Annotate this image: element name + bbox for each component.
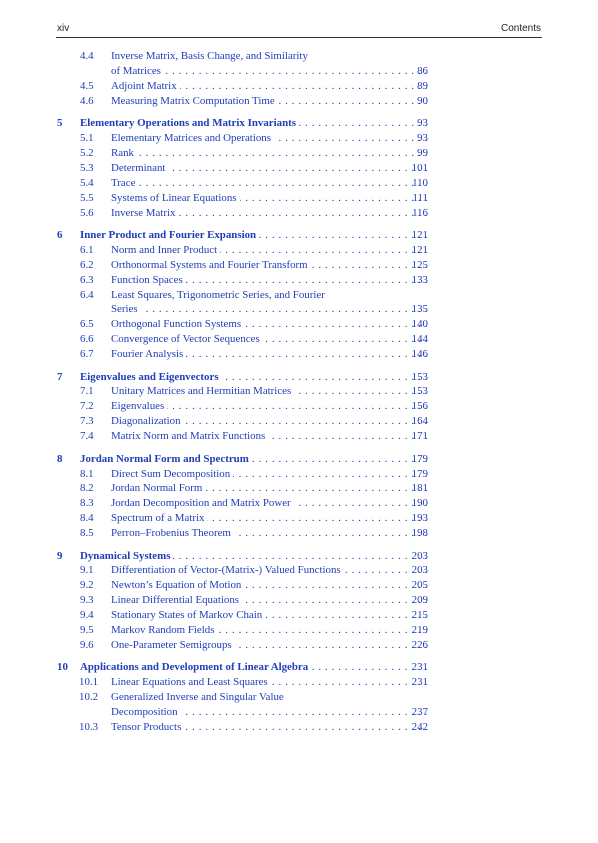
toc-entry-page: 89 xyxy=(417,79,428,92)
toc-entry-title: Dynamical Systems xyxy=(80,550,173,562)
toc-entry-number: 8.1 xyxy=(80,467,94,480)
toc-entry-number: 4.4 xyxy=(80,50,94,62)
toc-section-entry[interactable] xyxy=(0,176,598,191)
toc-entry-number: 8.4 xyxy=(80,512,94,525)
toc-section-entry[interactable] xyxy=(0,258,598,273)
toc-entry-number: 8 xyxy=(57,452,63,465)
toc-section-entry[interactable] xyxy=(0,399,598,414)
toc-entry-number: 9.3 xyxy=(80,594,94,607)
toc-entry-title: Jordan Decomposition and Matrix Power xyxy=(111,497,294,509)
toc-section-entry[interactable] xyxy=(0,496,598,511)
toc-entry-page: 198 xyxy=(411,527,428,540)
toc-entry-title: Fourier Analysis xyxy=(111,348,186,360)
toc-entry-title: Least Squares, Trigonometric Series, and Fourier xyxy=(111,289,328,301)
toc-entry-page: 209 xyxy=(411,594,428,607)
toc-entry-number: 5.1 xyxy=(80,132,94,145)
toc-entry-title: Generalized Inverse and Singular Value xyxy=(111,691,287,703)
toc-entry-page: 125 xyxy=(411,258,428,271)
toc-chapter-entry[interactable] xyxy=(0,370,598,385)
toc-entry-number: 6.6 xyxy=(80,333,94,346)
toc-entry-number: 6.1 xyxy=(80,243,94,256)
toc-section-entry[interactable] xyxy=(0,332,598,347)
toc-entry-number: 6 xyxy=(57,228,63,241)
toc-entry-page: 116 xyxy=(412,206,428,219)
toc-chapter-entry[interactable] xyxy=(0,228,598,243)
toc-section-entry[interactable] xyxy=(0,608,598,623)
toc-entry-number: 5.6 xyxy=(80,206,94,219)
toc-entry-title: Linear Equations and Least Squares xyxy=(111,676,271,688)
toc-section-entry[interactable] xyxy=(0,690,598,720)
toc-entry-title: of Matrices xyxy=(111,65,164,77)
toc-entry-page: 110 xyxy=(412,176,428,189)
toc-entry-page: 133 xyxy=(411,273,428,286)
toc-entry-page: 121 xyxy=(411,243,428,256)
toc-entry-title: One-Parameter Semigroups xyxy=(111,639,235,651)
toc-entry-title: Elementary Matrices and Operations xyxy=(111,132,274,144)
toc-entry-title: Spectrum of a Matrix xyxy=(111,512,207,524)
toc-entry-number: 9.6 xyxy=(80,638,94,651)
toc-entry-title: Function Spaces xyxy=(111,274,186,286)
toc-entry-title: Orthonormal Systems and Fourier Transform xyxy=(111,259,311,271)
toc-entry-title: Determinant xyxy=(111,162,168,174)
toc-section-entry[interactable] xyxy=(0,243,598,258)
toc-section-entry[interactable] xyxy=(0,481,598,496)
toc-chapter-entry[interactable] xyxy=(0,452,598,467)
toc-entry-page: 190 xyxy=(411,497,428,510)
toc-entry-title: Unitary Matrices and Hermitian Matrices xyxy=(111,385,294,397)
toc-entry-page: 231 xyxy=(411,661,428,674)
toc-section-entry[interactable] xyxy=(0,206,598,221)
toc-section-entry[interactable] xyxy=(0,511,598,526)
toc-entry-title: Inner Product and Fourier Expansion xyxy=(80,229,259,241)
toc-entry-number: 10 xyxy=(57,661,68,674)
toc-entry-number: 6.5 xyxy=(80,318,94,331)
toc-chapter-entry[interactable] xyxy=(0,660,598,675)
toc-entry-title: Matrix Norm and Matrix Functions xyxy=(111,430,268,442)
toc-entry-page: 226 xyxy=(411,638,428,651)
toc-entry-page: 111 xyxy=(412,191,428,204)
toc-section-entry[interactable] xyxy=(0,578,598,593)
toc-entry-number: 7.2 xyxy=(80,400,94,413)
toc-entry-number: 10.2 xyxy=(79,691,99,704)
toc-entry-page: 93 xyxy=(417,132,428,145)
toc-entry-number: 5.2 xyxy=(80,146,94,159)
toc-entry-page: 179 xyxy=(411,467,428,480)
toc-entry-number: 9 xyxy=(57,549,63,562)
toc-chapter-entry[interactable] xyxy=(0,549,598,564)
toc-entry-page: 146 xyxy=(411,348,428,361)
toc-section-entry[interactable] xyxy=(0,526,598,541)
toc-entry-title: Tensor Products xyxy=(111,721,184,733)
toc-entry-page: 181 xyxy=(411,482,428,495)
toc-entry-title: Inverse Matrix xyxy=(111,207,178,219)
toc-entry-page: 156 xyxy=(411,400,428,413)
toc-entry-page: 219 xyxy=(411,624,428,637)
toc-entry-page: 164 xyxy=(411,415,428,428)
toc-entry-number: 5.4 xyxy=(80,176,94,189)
toc-entry-title: Elementary Operations and Matrix Invariants xyxy=(80,117,299,129)
toc-entry-page: 153 xyxy=(411,385,428,398)
toc-section-entry[interactable] xyxy=(0,384,598,399)
toc-entry-page: 237 xyxy=(411,706,428,719)
running-header xyxy=(56,21,542,38)
toc-entry-title: Differentiation of Vector-(Matrix-) Valued Functions xyxy=(111,564,344,576)
toc-entry-number: 7 xyxy=(57,370,63,383)
toc-entry-number: 6.7 xyxy=(80,348,94,361)
toc-entry-page: 93 xyxy=(417,117,428,130)
toc-section-entry[interactable] xyxy=(0,161,598,176)
toc-entry-title: Jordan Normal Form and Spectrum xyxy=(80,453,252,465)
toc-section-entry[interactable] xyxy=(0,49,598,79)
toc-section-entry[interactable] xyxy=(0,131,598,146)
toc-entry-number: 6.4 xyxy=(80,288,94,301)
toc-entry-page: 205 xyxy=(411,579,428,592)
toc-entry-page: 135 xyxy=(411,303,428,316)
toc-section-entry[interactable] xyxy=(0,94,598,109)
toc-section-entry[interactable] xyxy=(0,467,598,482)
toc-entry-number: 5.5 xyxy=(80,191,94,204)
toc-entry-title: Direct Sum Decomposition xyxy=(111,468,233,480)
toc-entry-number: 4.5 xyxy=(80,79,94,92)
toc-section-entry[interactable] xyxy=(0,191,598,206)
toc-entry-page: 144 xyxy=(411,333,428,346)
toc-entry-page: 215 xyxy=(411,609,428,622)
toc-entry-title: Series xyxy=(111,303,141,315)
toc-entry-number: 10.1 xyxy=(79,676,99,689)
toc-entry-number: 8.5 xyxy=(80,527,94,540)
toc-section-entry[interactable] xyxy=(0,429,598,444)
toc-entry-number: 8.3 xyxy=(80,497,94,510)
toc-entry-number: 8.2 xyxy=(80,482,94,495)
toc-entry-page: 153 xyxy=(411,370,428,383)
toc-section-entry[interactable] xyxy=(0,623,598,638)
toc-entry-title: Applications and Development of Linear Algebra xyxy=(80,661,311,673)
toc-entry-page: 179 xyxy=(411,452,428,465)
toc-section-entry[interactable] xyxy=(0,288,598,318)
running-title: Contents xyxy=(500,23,541,34)
toc-entry-number: 6.3 xyxy=(80,273,94,286)
toc-entry-number: 9.4 xyxy=(80,609,94,622)
toc-entry-page: 171 xyxy=(411,430,428,443)
toc-entry-title: Eigenvalues and Eigenvectors xyxy=(80,371,222,383)
toc-entry-page: 203 xyxy=(411,564,428,577)
toc-entry-title: Newton’s Equation of Motion xyxy=(111,579,244,591)
toc-section-entry[interactable] xyxy=(0,273,598,288)
toc-entry-number: 4.6 xyxy=(80,94,94,107)
toc-entry-page: 140 xyxy=(411,318,428,331)
toc-entry-title: Diagonalization xyxy=(111,415,184,427)
toc-entry-title: Eigenvalues xyxy=(111,400,167,412)
toc-section-entry[interactable] xyxy=(0,414,598,429)
toc-entry-page: 99 xyxy=(417,146,428,159)
toc-entry-title: Measuring Matrix Computation Time xyxy=(111,95,278,107)
toc-entry-number: 5.3 xyxy=(80,161,94,174)
toc-section-entry[interactable] xyxy=(0,593,598,608)
toc-entry-title: Trace xyxy=(111,177,138,189)
toc-entry-page: 121 xyxy=(411,228,428,241)
toc-entry-number: 9.1 xyxy=(80,564,94,577)
toc-entry-title: Linear Differential Equations xyxy=(111,594,242,606)
toc-entry-title: Stationary States of Markov Chain xyxy=(111,609,265,621)
toc-entry-number: 7.1 xyxy=(80,385,94,398)
toc-entry-title: Convergence of Vector Sequences xyxy=(111,333,263,345)
toc-entry-number: 10.3 xyxy=(79,720,99,733)
toc-entry-number: 7.4 xyxy=(80,430,94,443)
toc-entry-title: Norm and Inner Product xyxy=(111,244,220,256)
toc-entry-page: 86 xyxy=(417,64,428,77)
toc-entry-number: 6.2 xyxy=(80,258,94,271)
toc-entry-page: 101 xyxy=(411,161,428,174)
toc-entry-page: 231 xyxy=(411,676,428,689)
toc-chapter-entry[interactable] xyxy=(0,116,598,131)
toc-entry-title: Adjoint Matrix xyxy=(111,80,180,92)
toc-section-entry[interactable] xyxy=(0,638,598,653)
toc-entry-page: 90 xyxy=(417,94,428,107)
toc-section-entry[interactable] xyxy=(0,146,598,161)
toc-entry-number: 9.5 xyxy=(80,624,94,637)
page-number: xiv xyxy=(57,23,70,34)
toc-entry-number: 9.2 xyxy=(80,579,94,592)
table-of-contents xyxy=(0,49,598,735)
toc-entry-page: 203 xyxy=(411,549,428,562)
toc-section-entry[interactable] xyxy=(0,720,598,735)
toc-entry-number: 7.3 xyxy=(80,415,94,428)
toc-section-entry[interactable] xyxy=(0,347,598,362)
toc-entry-page: 193 xyxy=(411,512,428,525)
toc-entry-title: Orthogonal Function Systems xyxy=(111,318,244,330)
toc-entry-page: 242 xyxy=(411,720,428,733)
toc-section-entry[interactable] xyxy=(0,317,598,332)
toc-entry-title: Markov Random Fields xyxy=(111,624,217,636)
toc-entry-number: 5 xyxy=(57,117,63,130)
toc-entry-title: Decomposition xyxy=(111,706,181,718)
toc-section-entry[interactable] xyxy=(0,563,598,578)
toc-section-entry[interactable] xyxy=(0,675,598,690)
toc-entry-title: Perron–Frobenius Theorem xyxy=(111,527,234,539)
toc-entry-title: Jordan Normal Form xyxy=(111,482,205,494)
toc-entry-title: Systems of Linear Equations xyxy=(111,192,240,204)
toc-entry-title: Rank xyxy=(111,147,137,159)
toc-entry-title: Inverse Matrix, Basis Change, and Similarity xyxy=(111,50,311,62)
toc-section-entry[interactable] xyxy=(0,79,598,94)
